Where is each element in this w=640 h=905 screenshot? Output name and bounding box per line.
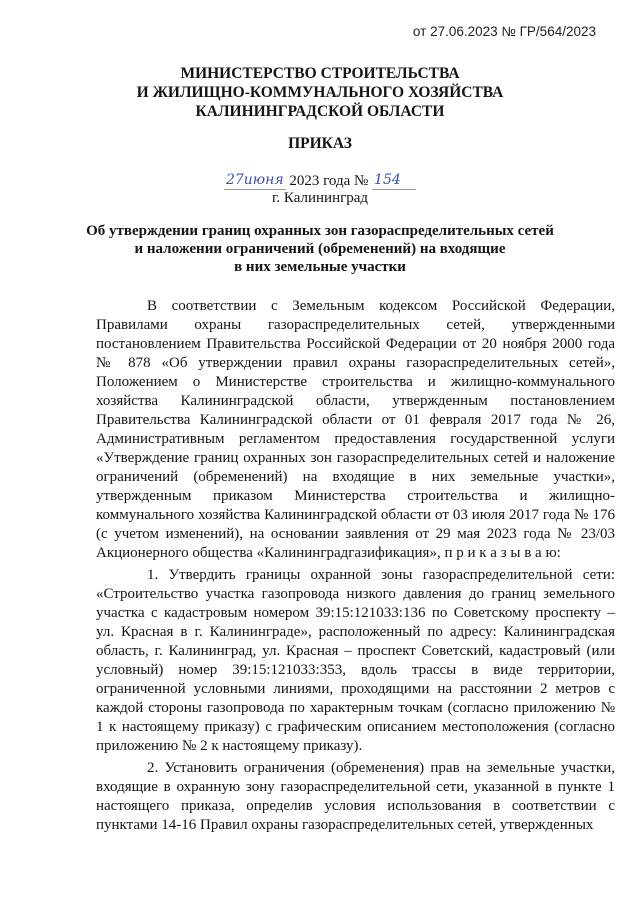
- order-city: г. Калининград: [271, 190, 369, 206]
- ministry-line-1: МИНИСТЕРСТВО СТРОИТЕЛЬСТВА: [180, 65, 460, 82]
- order-date-line: [0, 172, 640, 191]
- ministry-line-2: И ЖИЛИЩНО-КОММУНАЛЬНОГО ХОЗЯЙСТВА: [136, 84, 504, 101]
- registration-number: от 27.06.2023 № ГР/564/2023: [412, 24, 596, 39]
- order-body: [96, 297, 615, 838]
- subject-line-1: Об утверждении границ охранных зон газораспределительных сетей: [86, 223, 554, 239]
- body-paragraph-item-2: 2. Установить ограничения (обременения) прав на земельные участки, входящие в охранную зону газораспределительной сети, указанной в пункте 1 настоящего приказа, определив условия использования в соответствии с пунктами 14-16 Правил охраны газораспределительных сетей, утвержденных: [96, 760, 615, 833]
- handwritten-number: 154: [372, 171, 416, 190]
- subject-line-3: в них земельные участки: [234, 259, 406, 275]
- order-year: 2023 года №: [289, 173, 369, 189]
- body-paragraph-item-1: 1. Утвердить границы охранной зоны газораспределительной сети: «Строительство участка газопровода низкого давления до границ земельного участка с кадастровым номером 39:15:121033:136 по Советскому проспекту – ул. Красная в г. Калининграде», расположенный по адресу: Калининградская область, г. Калининград, ул. Красная – проспект Советский, кадастровый (или условный) номер 39:15:121033:353, вдоль трассы в виде территории, ограниченной условными линиями, проходящими на расстоянии 2 метров с каждой стороны газопровода по характерным точкам (согласно приложению № 1 к настоящему приказу) с графическим описанием местоположения (согласно приложению № 2 к настоящему приказу).: [96, 567, 615, 754]
- order-subject: [0, 222, 640, 276]
- order-title: ПРИКАЗ: [288, 135, 352, 152]
- ministry-header: [0, 64, 640, 121]
- body-paragraph-preamble: В соответствии с Земельным кодексом Российской Федерации, Правилами охраны газораспределительных сетей, утвержденными постановлением Правительства Российской Федерации от 20 ноября 2000 года № 878 «Об утверждении правил охраны газораспределительных сетей», Положением о Министерстве строительства и жилищно-коммунального хозяйства Калининградской области, утвержденным постановлением Правительства Калининградской области от 01 февраля 2017 года № 26, Административным регламентом предоставления государственной услуги «Утверждение границ охранных зон газораспределительных сетей и наложение ограничений (обременений) на входящие в них земельные участки», утвержденным приказом Министерства строительства и жилищно-коммунального хозяйства Калининградской области от 03 июля 2017 года № 176 (с учетом изменений), на основании заявления от 29 мая 2023 года № 23/03 Акционерного общества «Калининградгазификация», п р и к а з ы в а ю:: [96, 298, 615, 561]
- ministry-line-3: КАЛИНИНГРАДСКОЙ ОБЛАСТИ: [195, 103, 445, 120]
- subject-line-2: и наложении ограничений (обременений) на входящие: [134, 241, 506, 257]
- handwritten-date: 27июня: [225, 172, 284, 188]
